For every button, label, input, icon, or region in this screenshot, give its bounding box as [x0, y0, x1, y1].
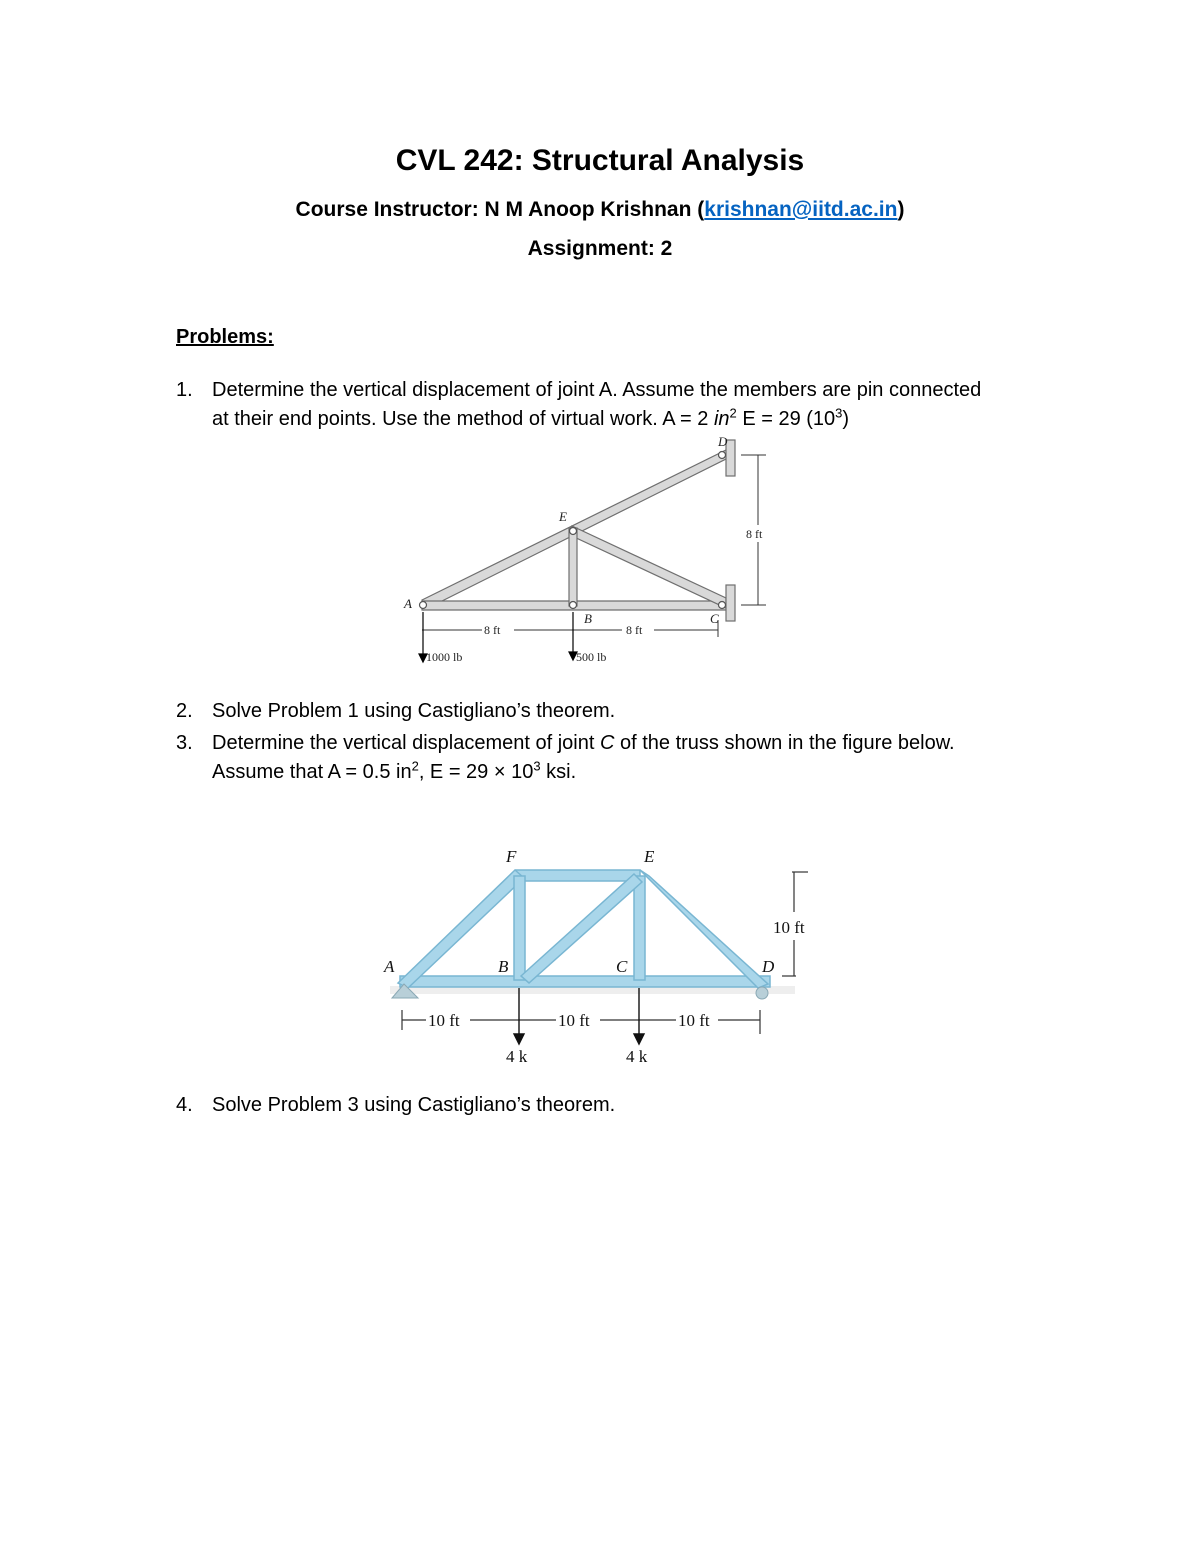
load-arrow-b — [514, 1034, 524, 1044]
page-title: CVL 242: Structural Analysis — [395, 144, 805, 177]
member-fe — [516, 870, 640, 881]
instructor-suffix: ) — [897, 198, 905, 221]
label-e: E — [644, 847, 655, 866]
problem-number: 3. — [176, 732, 193, 754]
support-d-roller — [756, 987, 768, 999]
label-b: B — [584, 611, 592, 626]
label-f: F — [506, 847, 517, 866]
problem-number: 2. — [176, 700, 193, 722]
problem-text: Determine the vertical displacement of joint A. Assume the members are pin connected at their end points. Use the method of virtual work. A = 2 $in^2$ E = 29 $(10^3)$ — [212, 379, 982, 430]
member-fb — [514, 876, 525, 980]
instructor-email-link[interactable]: krishnan@iitd.ac.in — [704, 198, 898, 221]
label-d: D — [762, 957, 775, 976]
label-e: E — [559, 509, 567, 524]
problem-number: 4. — [176, 1094, 193, 1116]
pin-c — [719, 602, 726, 609]
assignment-number: Assignment: 2 — [527, 237, 673, 260]
label-c: C — [616, 957, 628, 976]
member-ec — [634, 876, 645, 980]
load-b: 500 lb — [576, 650, 607, 664]
load-c: 4 k — [626, 1047, 648, 1066]
truss-figure-1 — [396, 430, 786, 675]
dim-vertical: 10 ft — [773, 918, 805, 937]
problem-text: Determine the vertical displacement of joint C of the truss shown in the figure below. Assume that A = 0.5 $in^2$, $E = 29 \times 10^3$ ksi. — [212, 732, 955, 783]
problem-text: Solve Problem 1 using Castigliano’s theorem. — [212, 700, 616, 722]
member-ec — [572, 526, 726, 608]
dim-3: 10 ft — [678, 1011, 710, 1030]
pin-e — [570, 528, 577, 535]
load-arrow-c — [634, 1034, 644, 1044]
member-ed — [640, 870, 768, 988]
member-bottom-chord — [400, 976, 770, 987]
truss-figure-2 — [378, 838, 828, 1070]
pin-d — [719, 452, 726, 459]
member-eb — [569, 528, 577, 606]
label-b: B — [498, 957, 509, 976]
pin-b — [570, 602, 577, 609]
dim-1: 10 ft — [428, 1011, 460, 1030]
problems-heading: Problems: — [176, 326, 274, 348]
dim-2: 10 ft — [558, 1011, 590, 1030]
label-a: A — [404, 596, 412, 611]
problem-number: 1. — [176, 379, 193, 401]
load-b: 4 k — [506, 1047, 528, 1066]
label-a: A — [384, 957, 395, 976]
label-c: C — [710, 611, 719, 626]
load-a: 1000 lb — [426, 650, 463, 664]
instructor-prefix: Course Instructor: N M Anoop Krishnan ( — [295, 198, 705, 221]
course-instructor — [0, 198, 1200, 222]
label-d: D — [718, 434, 728, 449]
pin-a — [420, 602, 427, 609]
problem-text: Solve Problem 3 using Castigliano’s theorem. — [212, 1094, 616, 1116]
dim-vertical: 8 ft — [746, 527, 763, 541]
dim-right: 8 ft — [626, 623, 643, 637]
support-c — [726, 585, 735, 621]
dim-left: 8 ft — [484, 623, 501, 637]
